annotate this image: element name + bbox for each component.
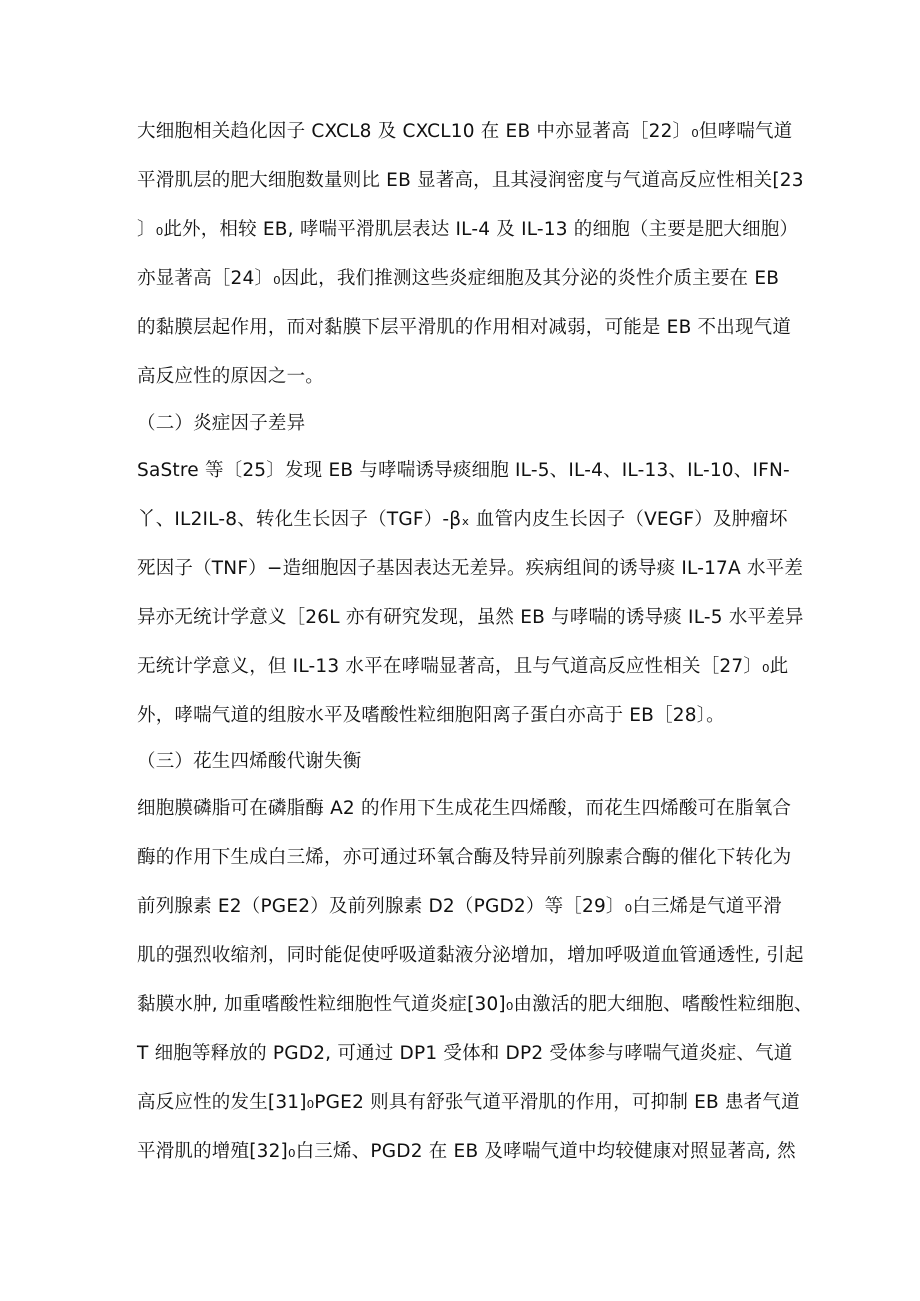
section-heading: （二）炎症因子差异 — [137, 413, 306, 434]
text-line: 的黏膜层起作用，而对黏膜下层平滑肌的作用相对减弱，可能是 EB 不出现气道 — [137, 317, 792, 338]
text-line: 平滑肌层的肥大细胞数量则比 EB 显著高，且其浸润密度与气道高反应性相关[23 — [137, 170, 804, 191]
text-line: 酶的作用下生成白三烯，亦可通过环氧合酶及特异前列腺素合酶的催化下转化为 — [137, 847, 792, 868]
text-line: 细胞膜磷脂可在磷脂酶 A2 的作用下生成花生四烯酸，而花生四烯酸可在脂氧合 — [137, 798, 792, 819]
text-line: T 细胞等释放的 PGD2, 可通过 DP1 受体和 DP2 受体参与哮喘气道炎症、气道 — [137, 1043, 793, 1064]
text-line: 〕₀此外，相较 EB, 哮喘平滑肌层表达 IL-4 及 IL-13 的细胞（主要是肥大细胞） — [137, 219, 799, 240]
text-line: 大细胞相关趋化因子 CXCL8 及 CXCL10 在 EB 中亦显著高［22〕₀但哮喘气道 — [137, 121, 793, 142]
text-line: 黏膜水肿, 加重嗜酸性粒细胞性气道炎症[30]₀由激活的肥大细胞、嗜酸性粒细胞、 — [137, 994, 813, 1015]
text-line: 无统计学意义，但 IL-13 水平在哮喘显著高，且与气道高反应性相关［27〕₀此 — [137, 656, 789, 677]
text-line: 高反应性的原因之一。 — [137, 366, 325, 387]
section-heading: （三）花生四烯酸代谢失衡 — [137, 751, 362, 772]
text-line: 高反应性的发生[31]₀PGE2 则具有舒张气道平滑肌的作用，可抑制 EB 患者气道 — [137, 1092, 800, 1113]
text-line: 肌的强烈收缩剂，同时能促使呼吸道黏液分泌增加，增加呼吸道血管通透性, 引起 — [137, 945, 804, 966]
text-line: 外，哮喘气道的组胺水平及嗜酸性粒细胞阳离子蛋白亦高于 EB［28〕。 — [137, 705, 725, 726]
text-line: 前列腺素 E2（PGE2）及前列腺素 D2（PGD2）等［29〕₀白三烯是气道平滑 — [137, 896, 782, 917]
text-line: 亦显著高［24〕₀因此，我们推测这些炎症细胞及其分泌的炎性介质主要在 EB — [137, 268, 780, 289]
text-line: 异亦无统计学意义［26L 亦有研究发现，虽然 EB 与哮喘的诱导痰 IL-5 水平差异 — [137, 607, 804, 628]
text-line: 丫、IL2IL-8、转化生长因子（TGF）-βₓ 血管内皮生长因子（VEGF）及肿瘤坏 — [137, 509, 788, 530]
text-line: SaStre 等〔25〕发现 EB 与哮喘诱导痰细胞 IL-5、IL-4、IL-13、IL-10、IFN- — [137, 460, 790, 481]
text-line: 平滑肌的增殖[32]₀白三烯、PGD2 在 EB 及哮喘气道中均较健康对照显著高, 然 — [137, 1141, 796, 1162]
text-line: 死因子（TNF）−造细胞因子基因表达无差异。疾病组间的诱导痰 IL-17A 水平差 — [137, 558, 804, 579]
